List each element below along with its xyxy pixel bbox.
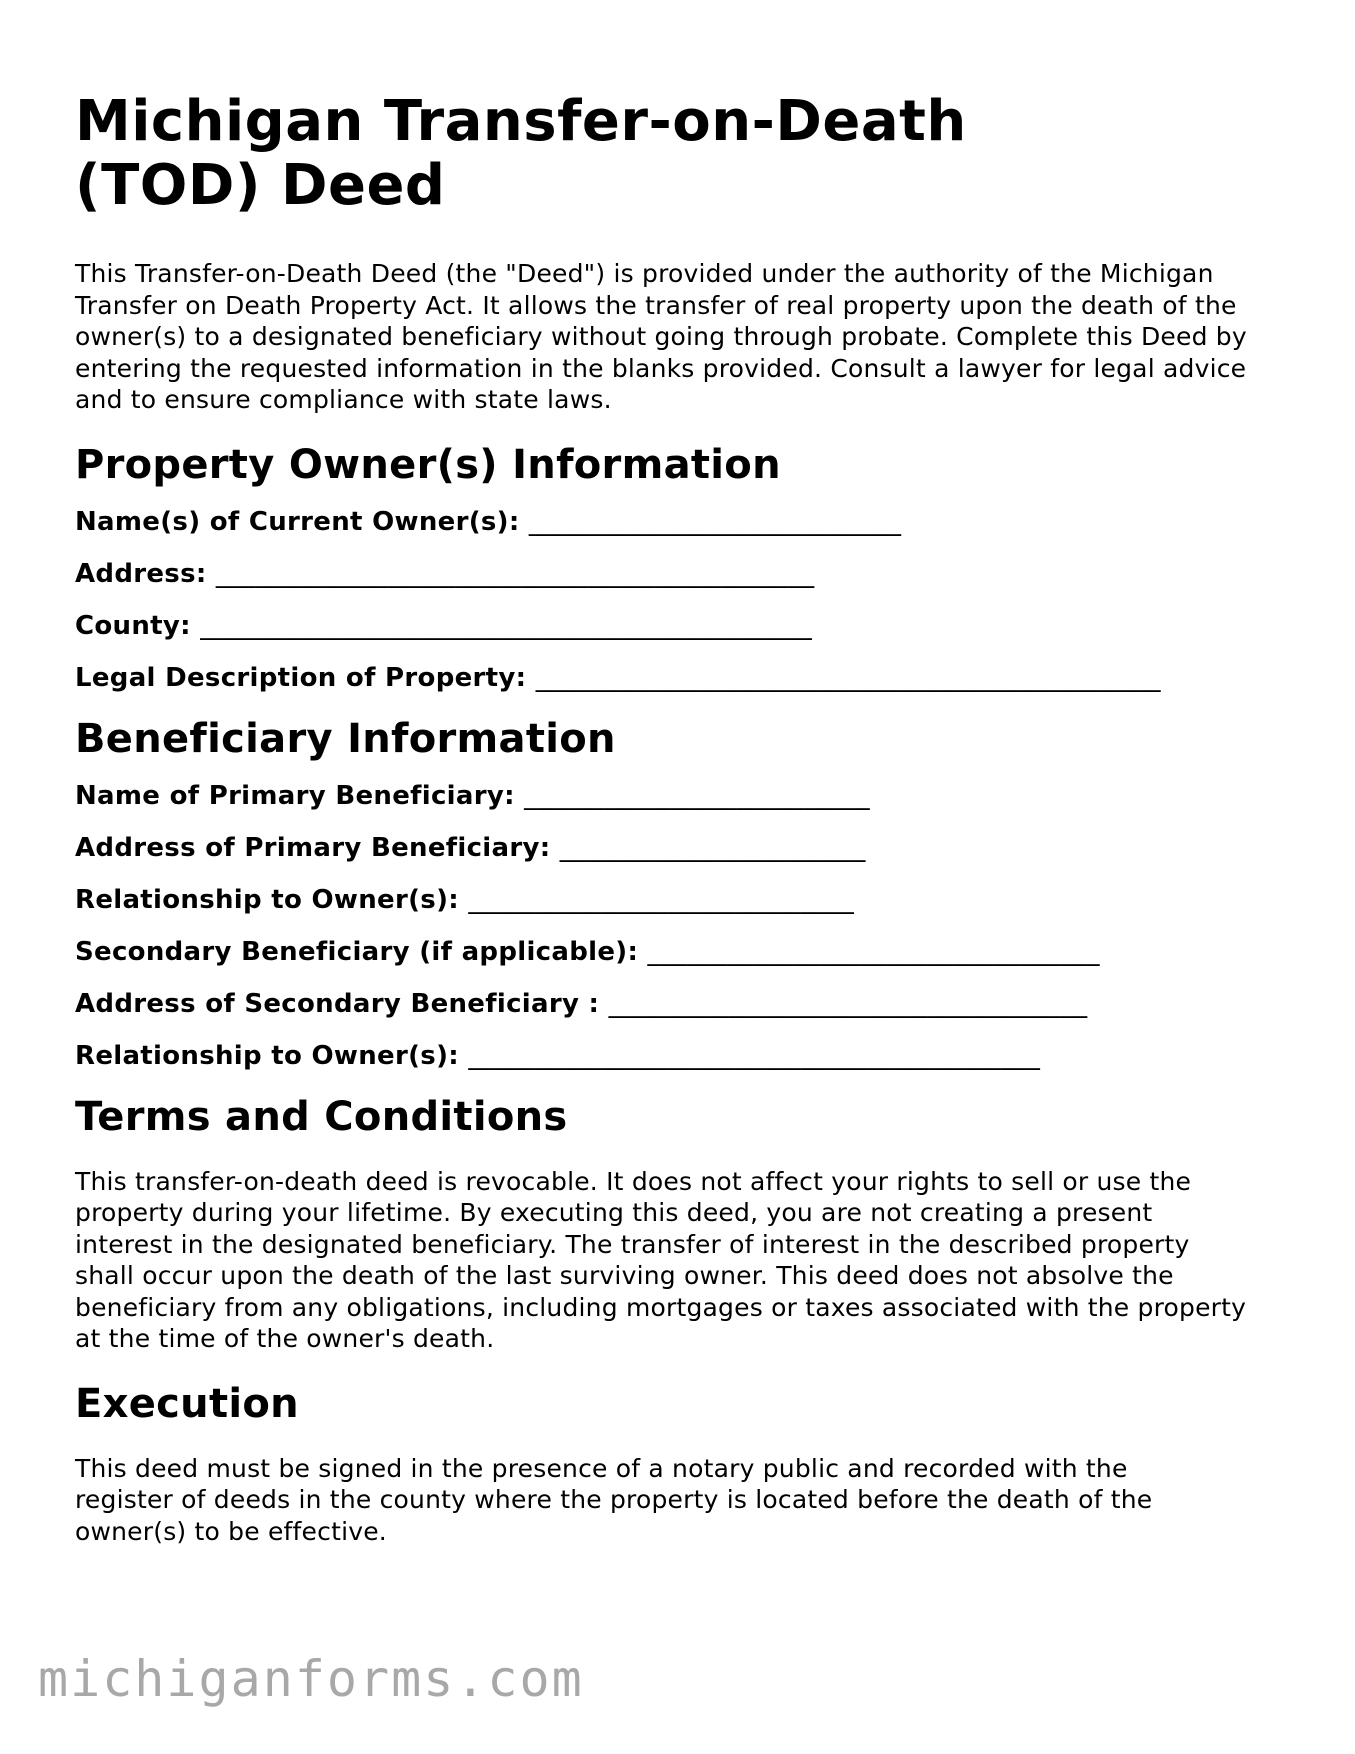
execution-paragraph: This deed must be signed in the presence of a notary public and recorded with the register of deeds in the county where the property is located before the death of the owner(s) to be effective.: [75, 1453, 1153, 1546]
document-title: Michigan Transfer-on-Death (TOD) Deed: [75, 89, 967, 218]
field-label: Address of Secondary Beneficiary :: [75, 988, 600, 1019]
field-blank[interactable]: _____________________________________________: [215, 558, 815, 589]
secondary-beneficiary-address-field[interactable]: [75, 988, 1275, 1020]
field-blank[interactable]: ______________________________________________: [200, 610, 813, 641]
owner-address-field[interactable]: [75, 558, 1275, 590]
terms-section-heading: Terms and Conditions: [75, 1093, 568, 1140]
execution-section-heading: Execution: [75, 1380, 299, 1427]
primary-beneficiary-name-field[interactable]: [75, 780, 1275, 812]
field-blank[interactable]: __________________________________: [647, 936, 1100, 967]
field-blank[interactable]: _____________________________: [468, 884, 855, 915]
legal-description-field[interactable]: [75, 662, 1275, 694]
field-blank[interactable]: ____________________________________: [608, 988, 1088, 1019]
primary-beneficiary-address-field[interactable]: [75, 832, 1275, 864]
field-label: County:: [75, 610, 191, 641]
terms-paragraph: This transfer-on-death deed is revocable. It does not affect your rights to sell or use the property during your lifetime. By executing this deed, you are not creating a present interest in the designated beneficiary. The transfer of interest in the described property shall occur upon the death of the last surviving owner. This deed does not absolve the beneficiary from any obligations, including mortgages or taxes associated with the property at the time of the owner's death.: [75, 1166, 1247, 1353]
county-field[interactable]: [75, 610, 1275, 642]
field-label: Name of Primary Beneficiary:: [75, 780, 515, 811]
field-label: Legal Description of Property:: [75, 662, 527, 693]
owner-fields: [75, 506, 1275, 694]
intro-paragraph: This Transfer-on-Death Deed (the "Deed") is provided under the authority of the Michigan Transfer on Death Property Act. It allows the transfer of real property upon the death of the owner(s) to a designated beneficiary without going through probate. Complete this Deed by entering the requested information in the blanks provided. Consult a lawyer for legal advice and to ensure compliance with state laws.: [75, 259, 1247, 414]
watermark-logo: michiganforms.com: [38, 1650, 584, 1708]
owner-section-heading: Property Owner(s) Information: [75, 441, 781, 488]
field-blank[interactable]: _______________________________________________: [535, 662, 1161, 693]
owner-name-field[interactable]: [75, 506, 1275, 538]
field-blank[interactable]: _______________________: [559, 832, 866, 863]
field-label: Secondary Beneficiary (if applicable):: [75, 936, 639, 967]
field-label: Address of Primary Beneficiary:: [75, 832, 551, 863]
field-blank[interactable]: ____________________________: [528, 506, 902, 537]
field-blank[interactable]: __________________________: [524, 780, 870, 811]
beneficiary-section-heading: Beneficiary Information: [75, 715, 616, 762]
field-label: Relationship to Owner(s):: [75, 1040, 459, 1071]
document-page: [75, 90, 1275, 1547]
field-blank[interactable]: ___________________________________________: [468, 1040, 1041, 1071]
field-label: Name(s) of Current Owner(s):: [75, 506, 520, 537]
secondary-relationship-field[interactable]: [75, 1040, 1275, 1072]
primary-relationship-field[interactable]: [75, 884, 1275, 916]
field-label: Address:: [75, 558, 207, 589]
secondary-beneficiary-field[interactable]: [75, 936, 1275, 968]
field-label: Relationship to Owner(s):: [75, 884, 459, 915]
beneficiary-fields: [75, 780, 1275, 1072]
